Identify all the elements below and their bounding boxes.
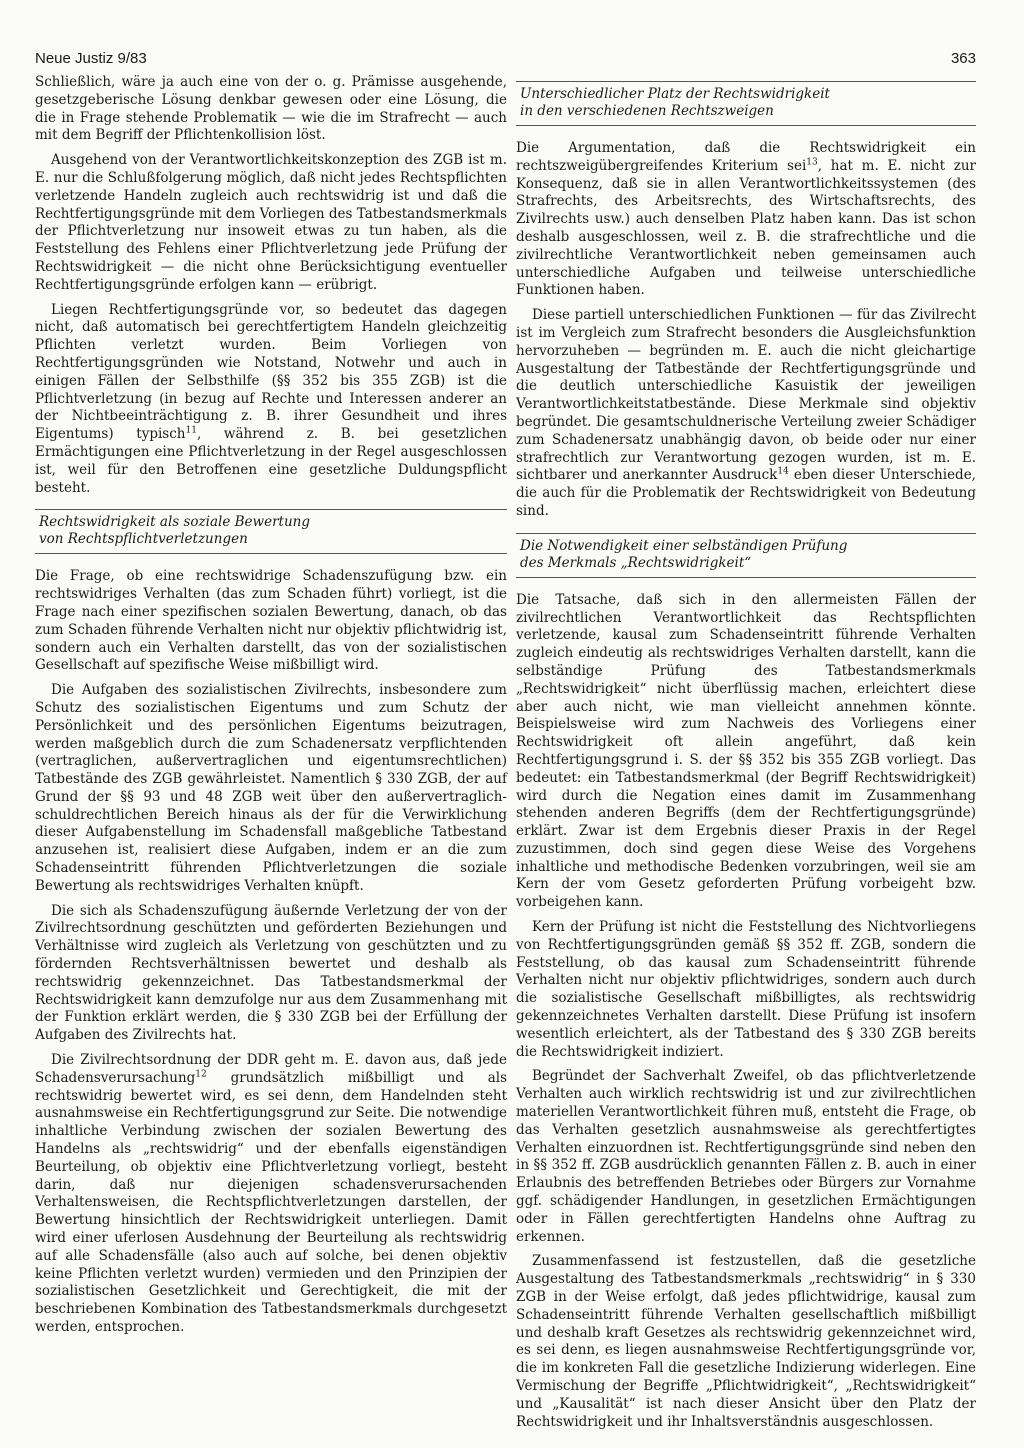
paragraph: Die Zivilrechtsordnung der DDR geht m. E. davon aus, daß jede Schadensverursachung$^{12}$ grundsätzlich mißbilligt und als rechtswidrig bewertet wird, es sei denn, dem Handelnden steht ausnahmsweise ein Rechtfertigungsgrund zur Seite. Die notwendige inhaltliche Verbindung zwischen der sozialen Bewertung des Handelns als „rechtswidrig“ und der ebenfalls eigenständigen Beurteilung, ob objektiv eine Pflichtverletzung vorliegt, besteht darin, daß nur diejenigen schadensverursachenden Verhaltensweisen, die Rechtspflichtverletzungen darstellen, der Bewertung hinsichtlich der Rechtswidrigkeit unterliegen. Damit wird einer uferlosen Ausdehnung der Beurteilung als rechtswidrig auf alle Schadensfälle (also auch auf solche, bei denen objektiv keine Pflichten verletzt wurden) vermieden und den Prinzipien der sozialistischen Gesetzlichkeit und Gerechtigkeit, die mit der beschriebenen Kombination des Tatbestandsmerkmals durchgesetzt werden, entsprochen. [35, 1052, 507, 1335]
paragraph: Kern der Prüfung ist nicht die Feststellung des Nichtvorliegens von Rechtfertigungsgründen gemäß §§ 352 ff. ZGB, sondern die Feststellung, ob das kausal zum Schadenseintritt führende Verhalten nicht nur objektiv pflichtwidriges, sondern auch durch die sozialistische Gesellschaft mißbilligtes, als rechtswidrig gekennzeichnetes Verhalten darstellt. Diese Prüfung ist insofern wesentlich erleichtert, als der Tatbestand des § 330 ZGB bereits die Rechtswidrigkeit indiziert. [516, 919, 976, 1060]
paragraph: Die sich als Schadenszufügung äußernde Verletzung der von der Zivilrechtsordnung geschützten und geförderten Beziehungen und Verhältnisse wird zugleich als Verletzung von geschützten und zu fördernden Rechtsverhältnissen bewertet und deshalb als rechtswidrig gekennzeichnet. Das Tatbestandsmerkmal der Rechtswidrigkeit kann demzufolge nur aus dem Zusammenhang mit der Funktion erklärt werden, die § 330 ZGB bei der Erfüllung der Aufgaben des Zivilrechts hat. [35, 902, 507, 1044]
paragraph: Begründet der Sachverhalt Zweifel, ob das pflichtverletzende Verhalten auch wirklich rechtswidrig ist und zur zivilrechtlichen materiellen Verantwortlichkeit führen muß, entsteht die Frage, ob das Verhalten gesetzlich ausnahmsweise als gerechtfertigtes Verhalten einzuordnen ist. Rechtfertigungsgründe sind neben den in §§ 352 ff. ZGB ausdrücklich genannten Fällen z. B. auch in einer Erlaubnis des betreffenden Betriebes oder Bürgers zur Vornahme ggf. schädigender Handlungen, in gesetzlichen Ermächtigungen oder in Fällen gerechtfertigten Handelns ohne Auftrag zu erkennen. [516, 1068, 976, 1245]
paragraph: Zusammenfassend ist festzustellen, daß die gesetzliche Ausgestaltung des Tatbestandsmerkmals „rechtswidrig“ in § 330 ZGB in der Weise erfolgt, daß jedes pflichtwidrige, kausal zum Schadenseintritt führende Verhalten gesellschaftlich mißbilligt und deshalb kraft Gesetzes als rechtswidrig gekennzeichnet wird, es sei denn, es liegen ausnahmsweise Rechtfertigungsgründe vor, die im konkreten Fall die gesetzliche Indizierung widerlegen. Eine Vermischung der Begriffe „Pflichtwidrigkeit“, „Rechtswidrigkeit“ und „Kausalität“ ist nach dieser Ansicht über den Platz der Rechtswidrigkeit und ihr Inhaltsverständnis ausgeschlossen. [516, 1253, 976, 1430]
section-heading: Die Notwendigkeit einer selbständigen Prüfung des Merkmals „Rechtswidrigkeit“ [516, 533, 976, 578]
paragraph: Schließlich, wäre ja auch eine von der o. g. Prämisse ausgehende, gesetzgeberische Lösung denkbar gewesen oder eine Lösung, die die in Frage stehende Problematik — wie die im Strafrecht — auch mit dem Begriff der Pflichtenkollision löst. [35, 74, 507, 144]
paragraph: Die Aufgaben des sozialistischen Zivilrechts, insbesondere zum Schutz des sozialistischen Eigentums und zum Schutz der Persönlichkeit und des persönlichen Eigentums beizutragen, werden maßgeblich durch die zum Schadenersatz verpflichtenden (vertraglichen, außervertraglichen und eigentumsrechtlichen) Tatbestände des ZGB gewährleistet. Namentlich § 330 ZGB, der auf Grund der §§ 93 und 48 ZGB weit über den außervertraglich-schuldrechtlichen Bereich hinaus als der für die Verwirklichung dieser Aufgabenstellung im Schadensfall maßgebliche Tatbestand anzusehen ist, realisiert diese Aufgaben, indem er an die zum Schadenseintritt führenden Pflichtverletzungen die soziale Bewertung als rechtswidriges Verhalten knüpft. [35, 682, 507, 894]
section-heading: Unterschiedlicher Platz der Rechtswidrigkeit in den verschiedenen Rechtszweigen [516, 81, 976, 126]
paragraph: Die Tatsache, daß sich in den allermeisten Fällen der zivilrechtlichen Verantwortlichkeit das Rechtspflichten verletzende, kausal zum Schadenseintritt führende Verhalten zugleich eindeutig als rechtswidriges Verhalten darstellt, kann die selbständige Prüfung des Tatbestandsmerkmals „Rechtswidrigkeit“ nicht überflüssig machen, erleichtert diese aber auch nicht, wie man vielleicht annehmen könnte. Beispielsweise wird zum Nachweis des Vorliegens einer Rechtswidrigkeit oft allein angeführt, daß kein Rechtfertigungsgrund i. S. der §§ 352 bis 355 ZGB vorliegt. Das bedeutet: ein Tatbestandsmerkmal (der Begriff Rechtswidrigkeit) wird durch die Negation eines damit im Zusammenhang stehenden anderen Begriffs (dem der Rechtfertigungsgründe) erklärt. Zwar ist dem Ergebnis dieser Praxis in der Regel zuzustimmen, doch sind gegen diese Weise des Vorgehens inhaltliche und methodische Bedenken vorzubringen, weil sie am Kern der vom Gesetz geforderten Prüfung vorbeigeht bzw. vorbeigehen kann. [516, 591, 976, 911]
section-heading: Rechtswidrigkeit als soziale Bewertung von Rechtspflichtverletzungen [35, 509, 507, 554]
right-column [516, 74, 976, 1438]
paragraph: Die Argumentation, daß die Rechtswidrigkeit ein rechtszweigübergreifendes Kriterium sei$^{13}$, hat m. E. nicht zur Konsequenz, daß sie in allen Verantwortlichkeitssystemen (des Strafrechts, des Arbeitsrechts, des Wirtschaftsrechts, des Zivilrechts usw.) auch denselben Platz haben kann. Das ist schon deshalb ausgeschlossen, weil z. B. die strafrechtliche und die zivilrechtliche Verantwortlichkeit neben gemeinsamen auch unterschiedliche Aufgaben und teilweise unterschiedliche Funktionen haben. [516, 140, 976, 299]
paragraph: Die Frage, ob eine rechtswidrige Schadenszufügung bzw. ein rechtswidriges Verhalten (das zum Schaden führt) vorliegt, ist die Frage nach einer spezifischen sozialen Bewertung, danach, ob das zum Schaden führende Verhalten nicht nur objektiv pflichtwidrig ist, sondern auch ein Verhalten darstellt, das von der sozialistischen Gesellschaft auf spezifische Weise mißbilligt wird. [35, 568, 507, 674]
journal-title: Neue Justiz 9/83 [35, 50, 147, 67]
left-column [35, 74, 507, 1344]
footnote-ref: 12 [195, 1069, 207, 1080]
footnote-ref: 14 [777, 466, 789, 477]
paragraph: Diese partiell unterschiedlichen Funktionen — für das Zivilrecht ist im Vergleich zum Strafrecht besonders die Ausgleichsfunktion hervorzuheben — begründen m. E. auch die nicht gleichartige Ausgestaltung der Tatbestände der Rechtfertigungsgründe und die deutlich unterschiedliche Kasuistik der jeweiligen Verantwortlichkeitstatbestände. Diese Merkmale sind objektiv begründet. Die gesamtschuldnerische Verteilung zweier Schädiger zum Schadenersatz unabhängig davon, ob beide oder nur einer strafrechtlich zur Verantwortung gezogen wurden, ist m. E. sichtbarer und anerkannter Ausdruck$^{14}$ eben dieser Unterschiede, die auch für die Problematik der Rechtswidrigkeit von Bedeutung sind. [516, 307, 976, 519]
page-header [35, 50, 976, 74]
paragraph: Liegen Rechtfertigungsgründe vor, so bedeutet das dagegen nicht, daß automatisch bei gerechtfertigtem Handeln gleichzeitig Pflichten verletzt wurden. Beim Vorliegen von Rechtfertigungsgründen wie Notstand, Notwehr und auch in einigen Fällen der Selbsthilfe (§§ 352 bis 355 ZGB) ist die Pflichtverletzung (in bezug auf Rechte und Interessen anderer an der Nichtbeeinträchtigung z. B. ihrer Gesundheit und ihres Eigentums) typisch$^{11}$, während z. B. bei gesetzlichen Ermächtigungen eine Pflichtverletzung in der Regel ausgeschlossen ist, weil für den Betroffenen eine gesetzliche Duldungspflicht besteht. [35, 301, 507, 496]
page-number: 363 [950, 50, 976, 67]
footnote-ref: 11 [185, 425, 197, 436]
paragraph: Ausgehend von der Verantwortlichkeitskonzeption des ZGB ist m. E. nur die Schlußfolgerung möglich, daß nicht jedes Rechtspflichten verletzende Handeln zugleich auch rechtswidrig ist und daß die Rechtfertigungsgründe mit dem Vorliegen des Tatbestandsmerkmals der Pflichtverletzung nur insoweit etwas zu tun haben, als die Feststellung des Fehlens einer Pflichtverletzung jede Prüfung der Rechtswidrigkeit — die nicht ohne Berücksichtigung eventueller Rechtfertigungsgründe erfolgen kann — erübrigt. [35, 152, 508, 293]
footnote-ref: 13 [806, 157, 818, 168]
